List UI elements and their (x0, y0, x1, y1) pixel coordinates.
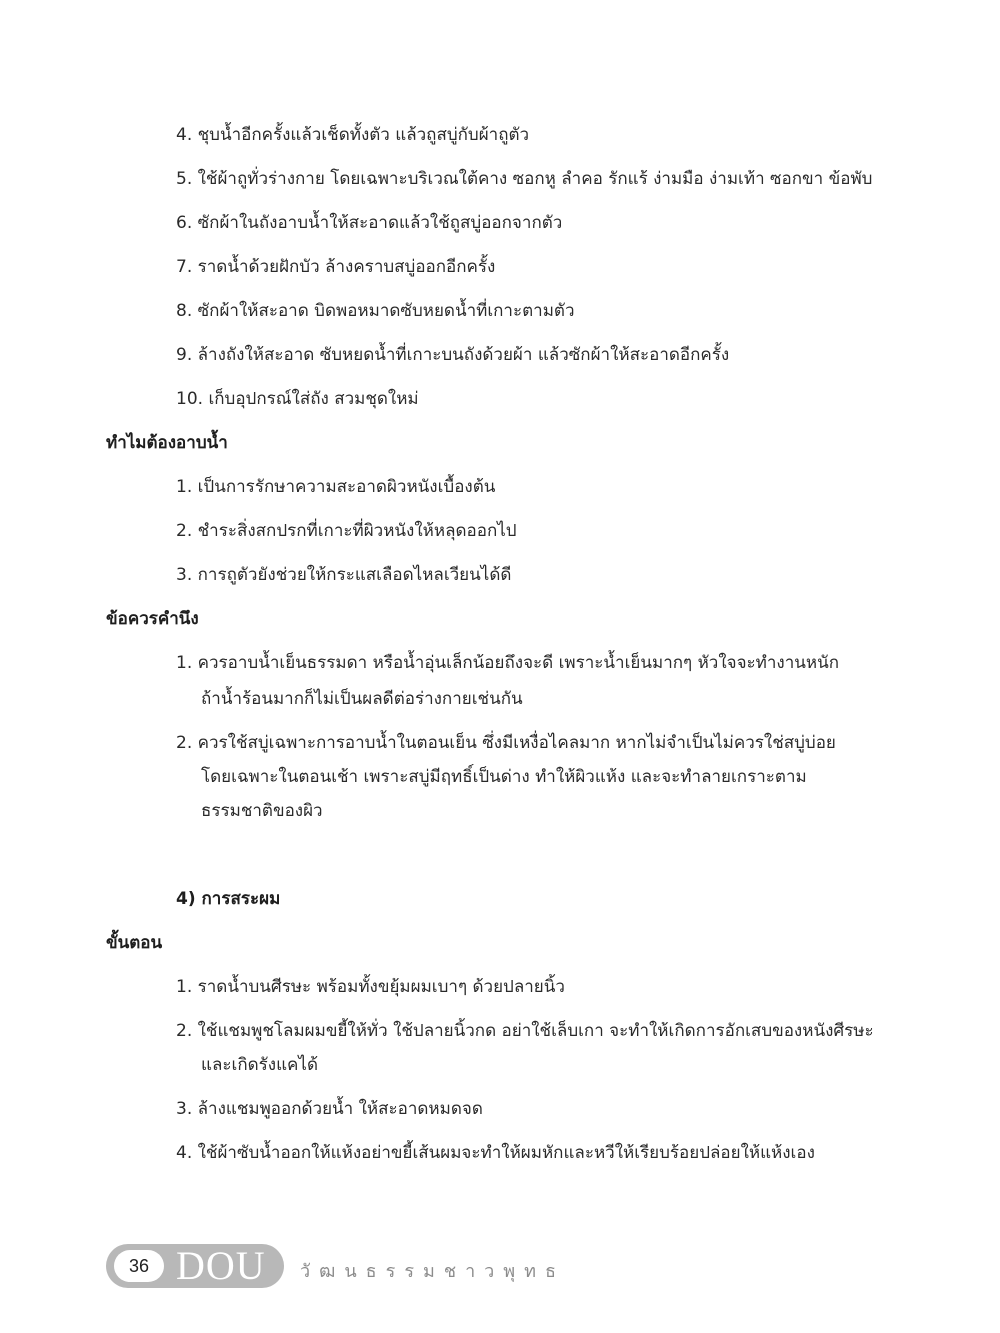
hair-step-2-line-1: 2. ใช้แชมพูชโลมผมขยี้ให้ทั่ว ใช้ปลายนิ้วกด อย่าใช้เล็บเกา จะทำให้เกิดการอักเสบของหนังศีรษะ (176, 1021, 874, 1041)
step-5: 5. ใช้ผ้าถูทั่วร่างกาย โดยเฉพาะบริเวณใต้คาง ซอกหู ลำคอ รักแร้ ง่ามมือ ง่ามเท้า ซอกขา ข้อพับ (176, 169, 873, 189)
step-4: 4. ชุบน้ำอีกครั้งแล้วเช็ดทั้งตัว แล้วถูสบู่กับผ้าถูตัว (176, 125, 530, 145)
hair-step-2-line-2: และเกิดรังแคได้ (201, 1055, 318, 1075)
why-item-3: 3. การถูตัวยังช่วยให้กระแสเลือดไหลเวียนได้ดี (176, 565, 512, 585)
caution-2-line-2: โดยเฉพาะในตอนเช้า เพราะสบู่มีฤทธิ์เป็นด่าง ทำให้ผิวแห้ง และจะทำลายเกราะตาม (201, 767, 807, 787)
why-item-2: 2. ชำระสิ่งสกปรกที่เกาะที่ผิวหนังให้หลุดออกไป (176, 521, 517, 541)
hair-step-3: 3. ล้างแชมพูออกด้วยน้ำ ให้สะอาดหมดจด (176, 1099, 483, 1119)
step-6: 6. ซักผ้าในถังอาบน้ำให้สะอาดแล้วใช้ถูสบู่ออกจากตัว (176, 213, 563, 233)
hair-step-1: 1. ราดน้ำบนศีรษะ พร้อมทั้งขยุ้มผมเบาๆ ด้วยปลายนิ้ว (176, 977, 565, 997)
hair-washing-title: 4) การสระผม (176, 889, 281, 909)
why-item-1: 1. เป็นการรักษาความสะอาดผิวหนังเบื้องต้น (176, 477, 496, 497)
caution-1-line-1: 1. ควรอาบน้ำเย็นธรรมดา หรือน้ำอุ่นเล็กน้อยถึงจะดี เพราะน้ำเย็นมากๆ หัวใจจะทำงานหนัก (176, 653, 840, 673)
caution-1-line-2: ถ้าน้ำร้อนมากก็ไม่เป็นผลดีต่อร่างกายเช่นกัน (201, 689, 523, 709)
book-title: วัฒนธรรมชาวพุทธ (300, 1261, 566, 1281)
step-9: 9. ล้างถังให้สะอาด ซับหยดน้ำที่เกาะบนถังด้วยผ้า แล้วซักผ้าให้สะอาดอีกครั้ง (176, 345, 730, 365)
cautions-heading: ข้อควรคำนึง (106, 609, 199, 629)
step-8: 8. ซักผ้าให้สะอาด บิดพอหมาดซับหยดน้ำที่เกาะตามตัว (176, 301, 575, 321)
why-bathe-heading: ทำไมต้องอาบน้ำ (106, 433, 228, 453)
hair-steps-heading: ขั้นตอน (106, 933, 163, 953)
dou-logo: DOU (176, 1243, 266, 1288)
caution-2-line-3: ธรรมชาติของผิว (201, 801, 323, 821)
step-7: 7. ราดน้ำด้วยฝักบัว ล้างคราบสบู่ออกอีกครั้ง (176, 257, 496, 277)
footer-badge (106, 1244, 284, 1288)
caution-2-line-1: 2. ควรใช้สบู่เฉพาะการอาบน้ำในตอนเย็น ซึ่งมีเหงื่อไคลมาก หากไม่จำเป็นไม่ควรใช่สบู่บ่อย (176, 733, 836, 753)
step-10: 10. เก็บอุปกรณ์ใส่ถัง สวมชุดใหม่ (176, 389, 419, 409)
page-number: 36 (114, 1250, 164, 1282)
hair-step-4: 4. ใช้ผ้าซับน้ำออกให้แห้งอย่าขยี้เส้นผมจะทำให้ผมหักและหวีให้เรียบร้อยปล่อยให้แห้งเอง (176, 1143, 815, 1163)
